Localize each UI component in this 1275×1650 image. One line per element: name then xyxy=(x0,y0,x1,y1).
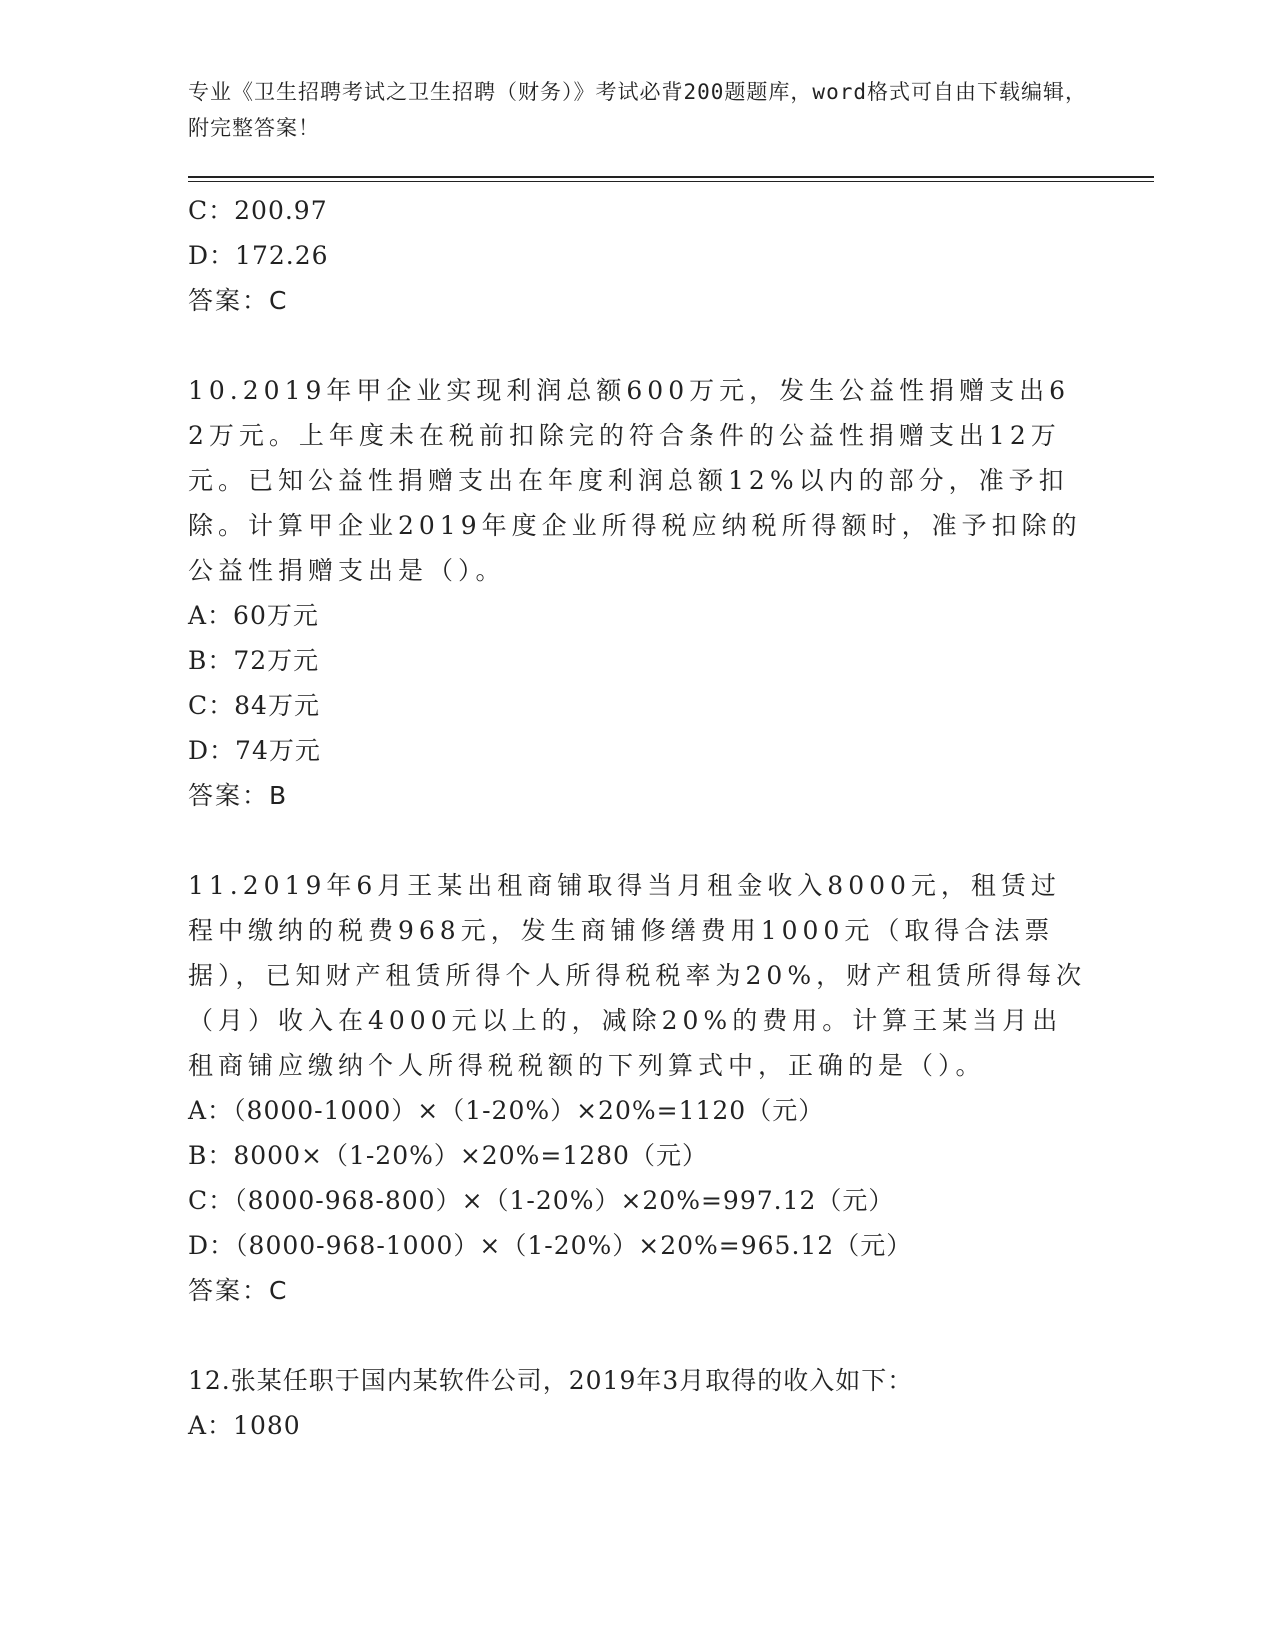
header-divider xyxy=(188,176,1154,178)
question-10-option-c: C：84万元 xyxy=(188,691,320,720)
option-c: C：200.97 xyxy=(188,196,328,225)
spacer xyxy=(188,323,1088,368)
question-11-option-d: D：（8000-968-1000）×（1-20%）×20%=965.12（元） xyxy=(188,1231,913,1260)
question-11-answer: 答案：C xyxy=(188,1276,289,1305)
answer-line: 答案：C xyxy=(188,286,289,315)
question-content xyxy=(188,188,1088,1448)
question-10-option-a: A：60万元 xyxy=(188,601,319,630)
question-11-option-b: B：8000×（1-20%）×20%=1280（元） xyxy=(188,1141,708,1170)
question-10-option-b: B：72万元 xyxy=(188,646,320,675)
question-12-stem: 12.张某任职于国内某软件公司，2019年3月取得的收入如下： xyxy=(188,1366,914,1395)
question-11-option-a: A：（8000-1000）×（1-20%）×20%=1120（元） xyxy=(188,1096,825,1125)
question-11-option-c: C：（8000-968-800）×（1-20%）×20%=997.12（元） xyxy=(188,1186,895,1215)
question-10-option-d: D：74万元 xyxy=(188,736,321,765)
question-11-stem: 11.2019年6月王某出租商铺取得当月租金收入8000元，租赁过程中缴纳的税费968元，发生商铺修缮费用1000元（取得合法票据），已知财产租赁所得个人所得税税率为20%，财产租赁所得每次（月）收入在4000元以上的，减除20%的费用。计算王某当月出租商铺应缴纳个人所得税税额的下列算式中，正确的是（）。 xyxy=(188,871,1087,1080)
spacer xyxy=(188,818,1088,863)
question-12-option-a: A：1080 xyxy=(188,1411,301,1440)
question-10-answer: 答案：B xyxy=(188,781,289,810)
question-10-stem: 10.2019年甲企业实现利润总额600万元，发生公益性捐赠支出62万元。上年度未在税前扣除完的符合条件的公益性捐赠支出12万元。已知公益性捐赠支出在年度利润总额12%以内的部分，准予扣除。计算甲企业2019年度企业所得税应纳税所得额时，准予扣除的公益性捐赠支出是（）。 xyxy=(188,376,1082,585)
page-header-title: 专业《卫生招聘考试之卫生招聘（财务）》考试必背200题题库，word格式可自由下载编辑，附完整答案！ xyxy=(188,80,1087,140)
header-divider-thin xyxy=(188,181,1154,182)
spacer xyxy=(188,1313,1088,1358)
option-d: D：172.26 xyxy=(188,241,329,270)
